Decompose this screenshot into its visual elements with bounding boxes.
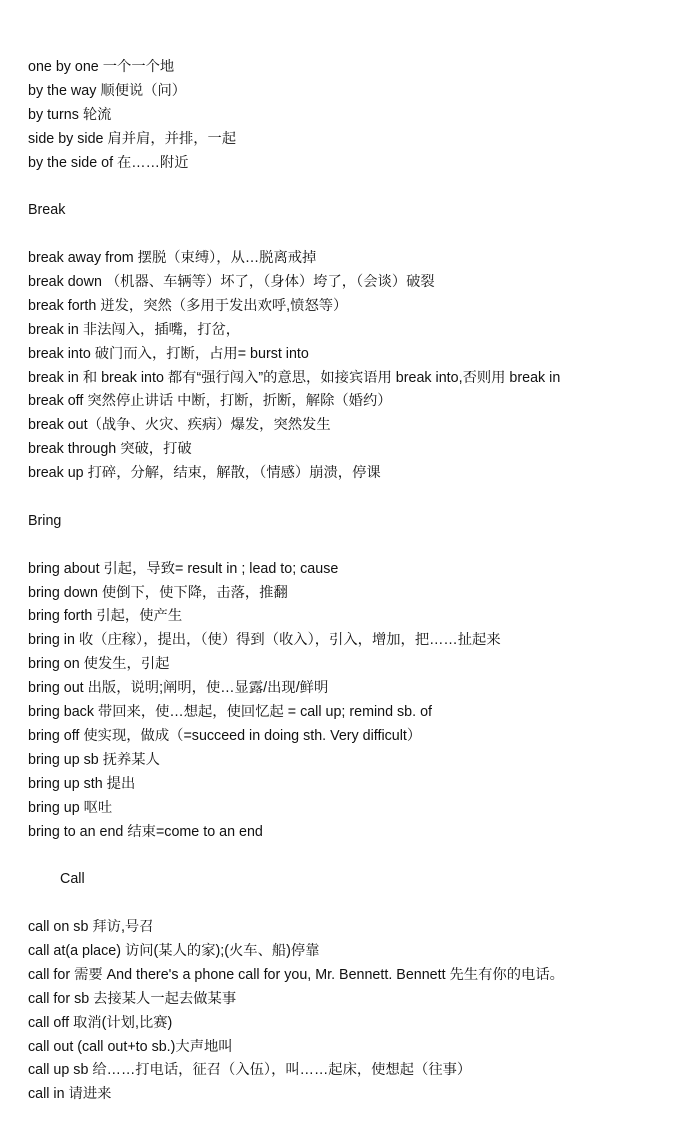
phrase-line: bring about 引起，导致= result in ; lead to; cause bbox=[28, 560, 339, 577]
phrase-line: by the side of 在……附近 bbox=[28, 154, 189, 171]
call-heading: Call bbox=[60, 871, 85, 888]
intro-section bbox=[28, 56, 668, 175]
phrase-line: by the way 顺便说（问） bbox=[28, 82, 187, 99]
blank-line bbox=[28, 223, 668, 247]
phrase-line: bring up 呕吐 bbox=[28, 799, 113, 816]
phrase-line: one by one 一个一个地 bbox=[28, 59, 175, 75]
phrase-line: break in 非法闯入，插嘴，打岔， bbox=[28, 321, 241, 338]
phrase-line: bring on 使发生，引起 bbox=[28, 656, 170, 673]
phrase-line: break up 打碎，分解，结束，解散，（情感）崩溃，停课 bbox=[28, 465, 381, 482]
document-page bbox=[28, 56, 668, 1107]
break-section bbox=[28, 247, 668, 486]
phrase-line: break in 和 break into 都有“强行闯入”的意思，如接宾语用 break into,否则用 break in bbox=[28, 369, 561, 386]
phrase-line: call up sb 给……打电话，征召（入伍），叫……起床，使想起（往事） bbox=[28, 1062, 472, 1079]
phrase-line: break out（战争、火灾、疾病）爆发，突然发生 bbox=[28, 417, 331, 434]
phrase-line: call out (call out+to sb.)大声地叫 bbox=[28, 1038, 233, 1055]
phrase-line: bring back 带回来，使…想起，使回忆起 = call up; remind sb. of bbox=[28, 704, 432, 721]
bring-heading: Bring bbox=[28, 512, 62, 529]
call-section bbox=[28, 916, 668, 1107]
phrase-line: call in 请进来 bbox=[28, 1086, 112, 1103]
phrase-line: break forth 迸发，突然（多用于发出欢呼,愤怒等） bbox=[28, 297, 348, 314]
phrase-line: call for sb 去接某人一起去做某事 bbox=[28, 990, 237, 1007]
phrase-line: break off 突然停止讲话 中断，打断，折断，解除（婚约） bbox=[28, 393, 392, 410]
blank-line bbox=[28, 175, 668, 199]
phrase-line: bring off 使实现，做成（=succeed in doing sth. Very difficult） bbox=[28, 727, 422, 744]
phrase-line: bring to an end 结束=come to an end bbox=[28, 823, 263, 840]
blank-line bbox=[28, 892, 668, 916]
phrase-line: call on sb 拜访,号召 bbox=[28, 919, 154, 936]
blank-line bbox=[28, 486, 668, 510]
phrase-line: break through 突破，打破 bbox=[28, 441, 192, 458]
phrase-line: bring forth 引起，使产生 bbox=[28, 608, 183, 625]
phrase-line: call at(a place) 访问(某人的家);(火车、船)停靠 bbox=[28, 942, 320, 959]
phrase-line: bring up sth 提出 bbox=[28, 775, 136, 792]
phrase-line: bring out 出版，说明;阐明，使…显露/出现/鲜明 bbox=[28, 680, 329, 697]
phrase-line: side by side 肩并肩，并排，一起 bbox=[28, 130, 237, 147]
bring-section bbox=[28, 558, 668, 845]
phrase-line: call for 需要 And there's a phone call for you, Mr. Bennett. Bennett 先生有你的电话。 bbox=[28, 966, 564, 983]
break-heading: Break bbox=[28, 202, 66, 219]
phrase-line: break down （机器、车辆等）坏了，（身体）垮了，（会谈）破裂 bbox=[28, 274, 435, 291]
phrase-line: bring in 收（庄稼），提出，（使）得到（收入），引入，增加，把……扯起来 bbox=[28, 632, 501, 649]
phrase-line: break into 破门而入，打断，占用= burst into bbox=[28, 345, 309, 362]
blank-line bbox=[28, 844, 668, 868]
phrase-line: bring down 使倒下，使下降，击落，推翻 bbox=[28, 584, 288, 601]
blank-line bbox=[28, 534, 668, 558]
phrase-line: call off 取消(计划,比赛) bbox=[28, 1014, 173, 1031]
phrase-line: break away from 摆脱（束缚），从…脱离戒掉 bbox=[28, 250, 317, 267]
phrase-line: by turns 轮流 bbox=[28, 106, 112, 123]
phrase-line: bring up sb 抚养某人 bbox=[28, 751, 160, 768]
